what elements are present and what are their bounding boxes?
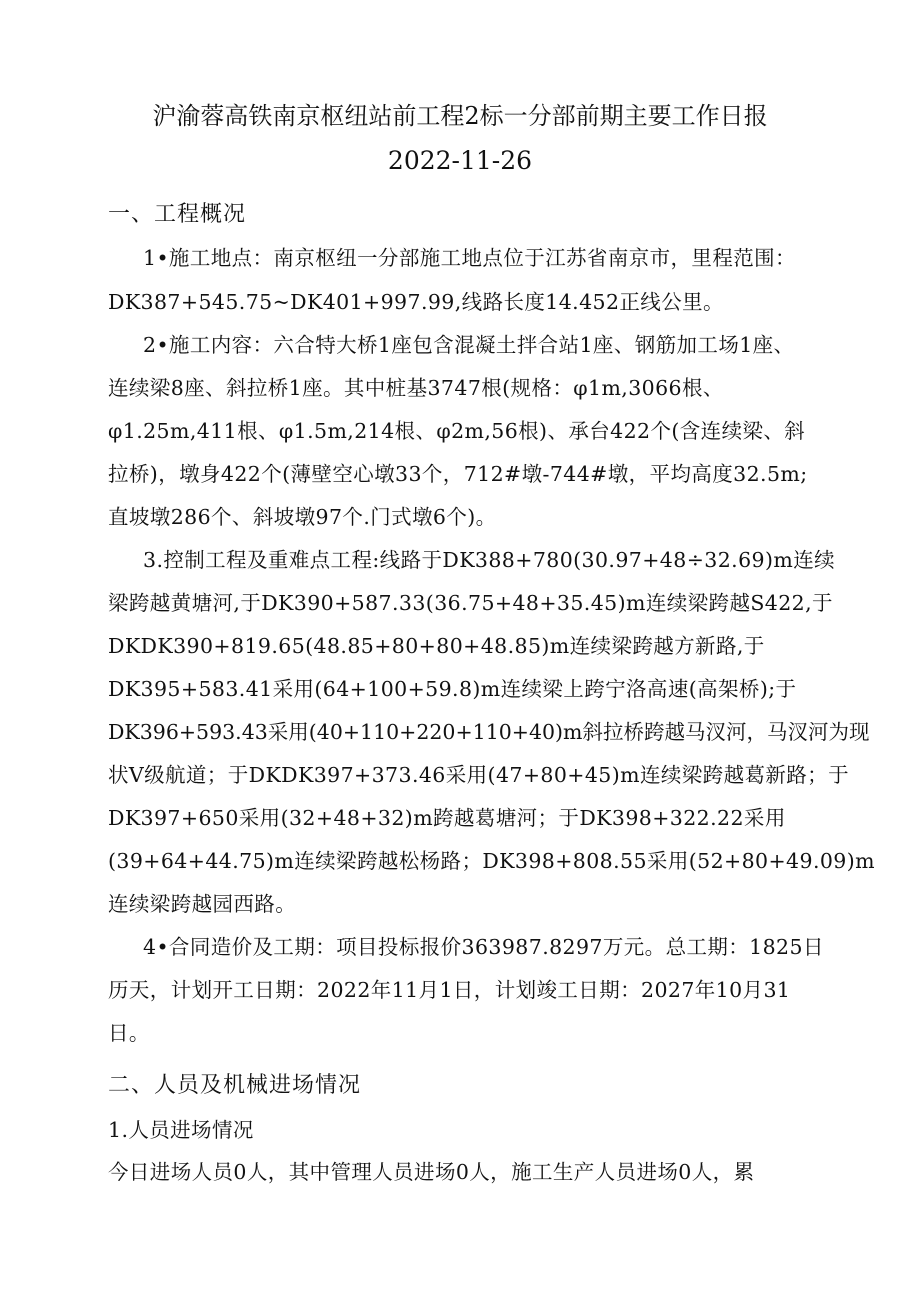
paragraph-line: 拉桥)，墩身422个(薄壁空心墩33个，712#墩-744#墩，平均高度32.5m;: [108, 462, 808, 486]
paragraph-line: (39+64+44.75)m连续梁跨越松杨路；DK398+808.55采用(52+80+49.09)m: [108, 849, 875, 873]
paragraph-line: 2•施工内容：六合特大桥1座包含混凝土拌合站1座、钢筋加工场1座、: [143, 333, 795, 357]
paragraph-line: DKDK390+819.65(48.85+80+80+48.85)m连续梁跨越方新路,于: [108, 634, 765, 658]
paragraph-line: DK395+583.41采用(64+100+59.8)m连续梁上跨宁洛高速(高架桥);于: [108, 677, 797, 701]
section-heading-personnel: 二、人员及机械进场情况: [108, 1073, 362, 1098]
paragraph-line: 直坡墩286个、斜坡墩97个.门式墩6个)。: [108, 505, 497, 529]
paragraph-line: φ1.25m,411根、φ1.5m,214根、φ2m,56根)、承台422个(含连续梁、斜: [108, 419, 806, 443]
subsection-heading: 1.人员进场情况: [108, 1118, 254, 1142]
paragraph-line: DK397+650采用(32+48+32)m跨越葛塘河；于DK398+322.22采用: [108, 806, 786, 830]
paragraph-line: 梁跨越黄塘河,于DK390+587.33(36.75+48+35.45)m连续梁跨越S422,于: [108, 591, 833, 615]
paragraph-line: 连续梁跨越园西路。: [108, 892, 297, 916]
paragraph-line: 连续梁8座、斜拉桥1座。其中桩基3747根(规格：φ1m,3066根、: [108, 376, 724, 400]
document-title: 沪渝蓉高铁南京枢纽站前工程2标一分部前期主要工作日报: [152, 102, 768, 130]
paragraph-line: 1•施工地点：南京枢纽一分部施工地点位于江苏省南京市，里程范围：: [143, 246, 796, 270]
paragraph-line: 状Ⅴ级航道；于DKDK397+373.46采用(47+80+45)m连续梁跨越葛新路；于: [108, 763, 849, 787]
paragraph-line: 3.控制工程及重难点工程:线路于DK388+780(30.97+48÷32.69)m连续: [143, 548, 835, 572]
paragraph-line: 今日进场人员0人，其中管理人员进场0人，施工生产人员进场0人，累: [108, 1160, 755, 1184]
section-heading-overview: 一、工程概况: [108, 202, 247, 227]
paragraph-line: DK396+593.43采用(40+110+220+110+40)m斜拉桥跨越马汊河，马汊河为现: [108, 720, 870, 744]
report-date: 2022-11-26: [387, 146, 533, 175]
paragraph-line: 历天，计划开工日期：2022年11月1日，计划竣工日期：2027年10月31: [108, 978, 791, 1002]
paragraph-line: 4•合同造价及工期：项目投标报价363987.8297万元。总工期：1825日: [143, 935, 824, 959]
paragraph-line: DK387+545.75~DK401+997.99,线路长度14.452正线公里。: [108, 290, 724, 314]
paragraph-line: 日。: [108, 1021, 150, 1045]
